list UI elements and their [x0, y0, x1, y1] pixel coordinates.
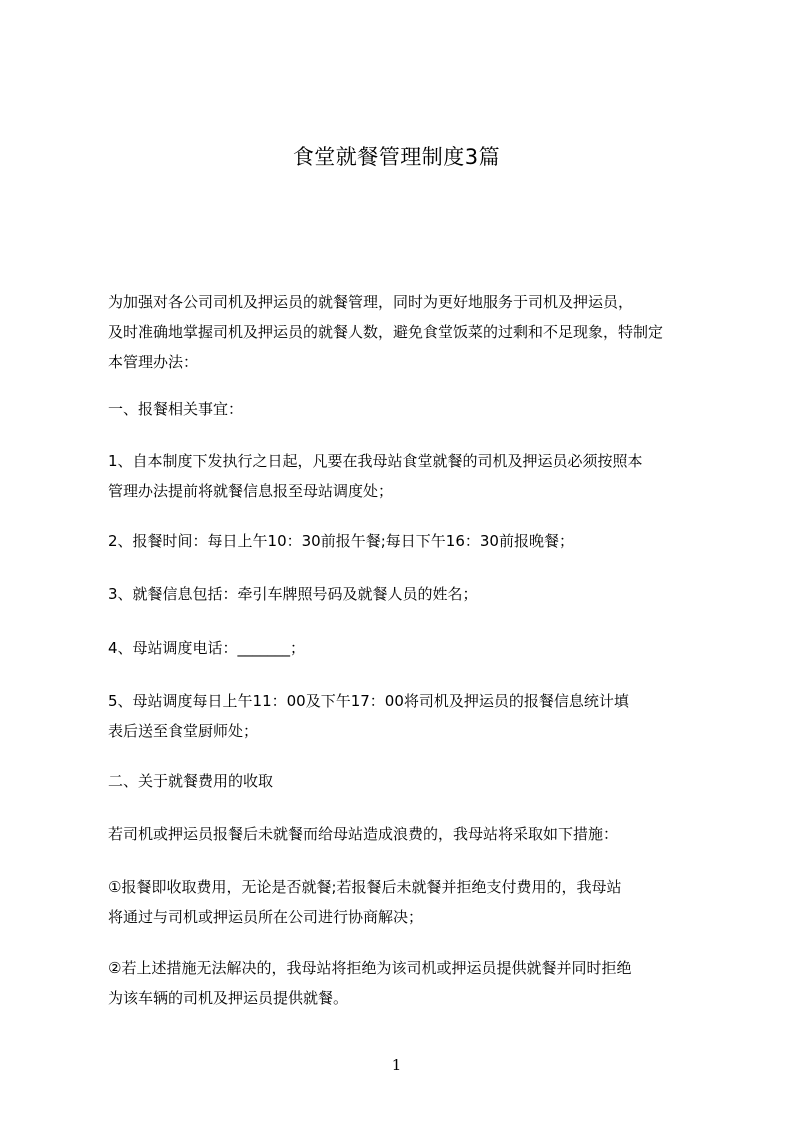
intro-paragraph	[108, 287, 708, 377]
paragraph-line: 3、就餐信息包括：牵引车牌照号码及就餐人员的姓名；	[108, 585, 478, 603]
page-number: 1	[391, 1056, 402, 1074]
list-item	[108, 953, 708, 1013]
paragraph-line: 4、母站调度电话：_______；	[108, 639, 306, 657]
list-item	[108, 633, 708, 663]
paragraph-line: 将通过与司机或押运员所在公司进行协商解决；	[108, 908, 424, 926]
paragraph-line: ①报餐即收取费用，无论是否就餐;若报餐后未就餐并拒绝支付费用的，我母站	[108, 878, 622, 896]
list-item	[108, 579, 708, 609]
list-item	[108, 526, 708, 556]
paragraph-line: 本管理办法：	[108, 353, 199, 371]
paragraph	[108, 819, 708, 849]
section-heading	[108, 766, 708, 796]
paragraph-line: 管理办法提前将就餐信息报至母站调度处；	[108, 482, 394, 500]
paragraph-line: 为加强对各公司司机及押运员的就餐管理，同时为更好地服务于司机及押运员，	[108, 293, 634, 311]
paragraph-line: 若司机或押运员报餐后未就餐而给母站造成浪费的，我母站将采取如下措施：	[108, 825, 619, 843]
paragraph-line: 表后送至食堂厨师处；	[108, 722, 259, 740]
section-heading-text: 一、报餐相关事宜：	[108, 400, 244, 418]
list-item	[108, 872, 708, 932]
paragraph-line: 5、母站调度每日上午11：00及下午17：00将司机及押运员的报餐信息统计填	[108, 692, 629, 710]
list-item	[108, 446, 708, 506]
section-heading	[108, 394, 708, 424]
paragraph-line: 为该车辆的司机及押运员提供就餐。	[108, 989, 349, 1007]
list-item	[108, 686, 708, 746]
paragraph-line: 2、报餐时间：每日上午10：30前报午餐;每日下午16：30前报晚餐；	[108, 532, 574, 550]
paragraph-line: 及时准确地掌握司机及押运员的就餐人数，避免食堂饭菜的过剩和不足现象，特制定	[108, 323, 664, 341]
document-title: 食堂就餐管理制度3篇	[292, 145, 501, 169]
paragraph-line: 1、自本制度下发执行之日起，凡要在我母站食堂就餐的司机及押运员必须按照本	[108, 452, 643, 470]
section-heading-text: 二、关于就餐费用的收取	[108, 772, 274, 790]
paragraph-line: ②若上述措施无法解决的，我母站将拒绝为该司机或押运员提供就餐并同时拒绝	[108, 959, 632, 977]
